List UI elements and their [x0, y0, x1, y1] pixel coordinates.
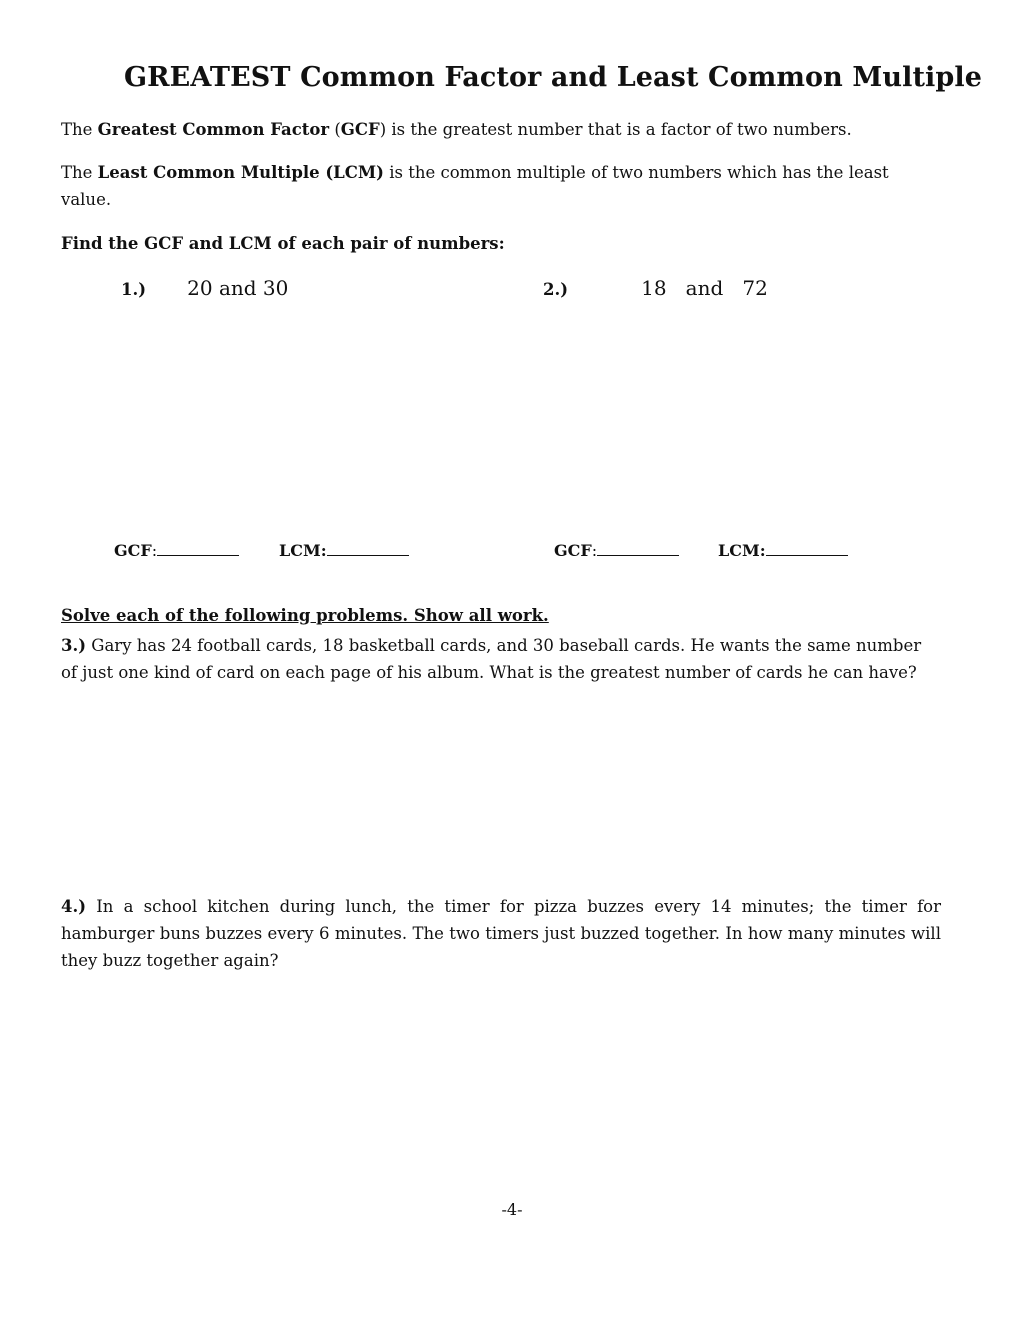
section2-heading: Solve each of the following problems. Show all work. [61, 606, 549, 625]
page-number: -4- [501, 1200, 523, 1219]
section1-heading: Find the GCF and LCM of each pair of numbers: [61, 234, 505, 253]
problem-3-text: Gary has 24 football cards, 18 basketball cards, and 30 baseball cards. He wants the same number of just one kind of card on each page of his album. What is the greatest number of cards he can have? [61, 636, 922, 682]
gcf-answer-blank[interactable] [597, 541, 679, 556]
gcf-paren-open: ( [329, 120, 341, 139]
gcf-definition-prefix: The [61, 120, 98, 139]
lcm-label: LCM: [718, 541, 766, 560]
problem-3 [61, 632, 931, 686]
problem-2-pair: 18 and 72 [641, 276, 768, 300]
gcf-definition-text: ) is the greatest number that is a factor of two numbers. [379, 120, 852, 139]
problem-2-number: 2.) [543, 280, 569, 299]
problem-1-gcf-answer [114, 541, 239, 560]
problem-2-gcf-answer [554, 541, 679, 560]
problem-2-header [543, 276, 768, 300]
lcm-label: LCM: [279, 541, 327, 560]
gcf-answer-blank[interactable] [157, 541, 239, 556]
gcf-label: GCF [554, 541, 592, 560]
lcm-definition [61, 159, 901, 213]
problem-1-lcm-answer [279, 541, 409, 560]
gcf-definition [61, 116, 941, 143]
gcf-colon: : [591, 541, 598, 560]
lcm-answer-blank[interactable] [766, 541, 848, 556]
lcm-definition-text: is the common multiple of two numbers which has the least value. [61, 163, 889, 209]
lcm-answer-blank[interactable] [327, 541, 409, 556]
problem-4 [61, 893, 941, 974]
problem-1-number: 1.) [121, 280, 147, 299]
page-title: GREATEST Common Factor and Least Common Multiple [123, 62, 983, 93]
problem-3-number: 3.) [61, 636, 87, 655]
problem-4-number: 4.) [61, 897, 87, 916]
lcm-definition-prefix: The [61, 163, 98, 182]
problem-1-pair: 20 and 30 [187, 276, 289, 300]
gcf-term: Greatest Common Factor [97, 120, 330, 139]
lcm-term: Least Common Multiple (LCM) [97, 163, 384, 182]
problem-4-text: In a school kitchen during lunch, the timer for pizza buzzes every 14 minutes; the timer for hamburger buns buzzes every 6 minutes. The two timers just buzzed together. In how many minutes will they buzz together again? [61, 897, 941, 970]
gcf-colon: : [151, 541, 158, 560]
gcf-label: GCF [114, 541, 152, 560]
gcf-abbr: GCF [340, 120, 380, 139]
problem-2-lcm-answer [718, 541, 848, 560]
problem-1-header [121, 276, 288, 300]
